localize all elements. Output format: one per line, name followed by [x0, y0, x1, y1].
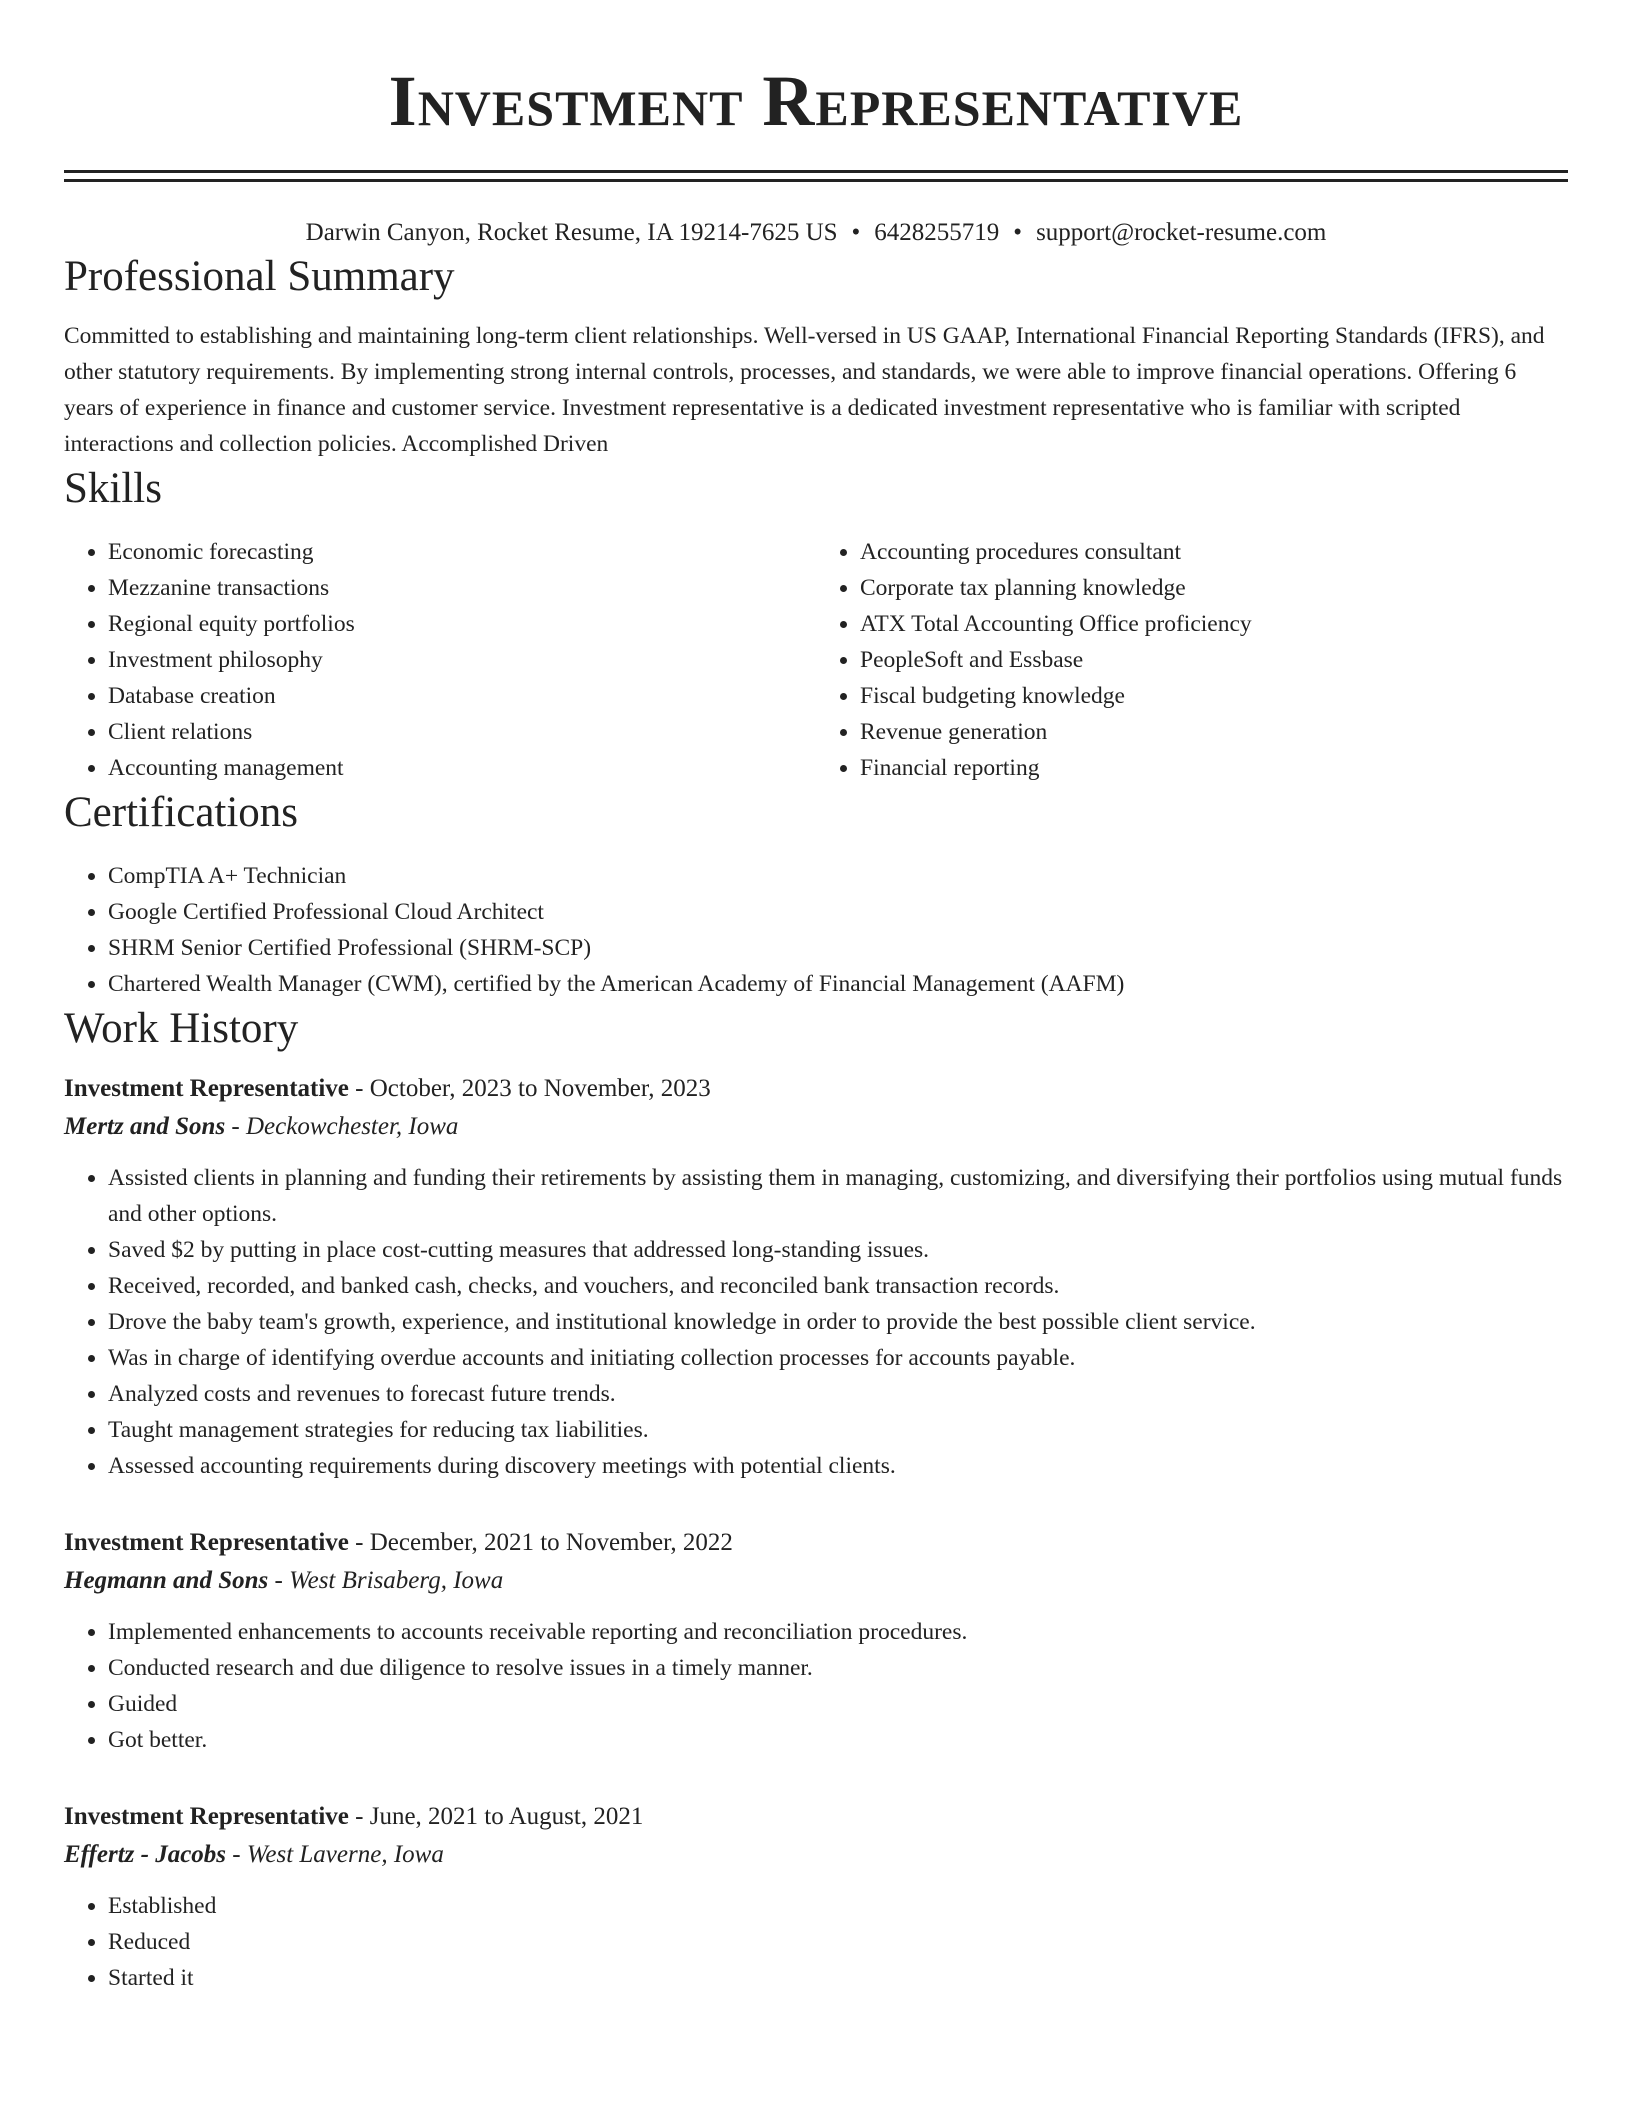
- contact-line: [64, 216, 1568, 250]
- job-company-line: [64, 1108, 1568, 1146]
- skill-item: • Fiscal budgeting knowledge: [860, 678, 1568, 714]
- job-bullet: • Guided: [108, 1686, 1568, 1722]
- job-bullet: • Assisted clients in planning and funding their retirements by assisting them in managing, customizing, and diversifying their portfolios using mutual funds and other options.: [108, 1160, 1568, 1232]
- job-bullet: • Implemented enhancements to accounts receivable reporting and reconciliation procedures.: [108, 1614, 1568, 1650]
- skill-item: • Investment philosophy: [108, 642, 816, 678]
- certification-item: • Chartered Wealth Manager (CWM), certified by the American Academy of Financial Management (AAFM): [108, 966, 1568, 1002]
- job-bullet: • Analyzed costs and revenues to forecast future trends.: [108, 1376, 1568, 1412]
- skills-left-list: [64, 534, 816, 786]
- job-bullet: • Conducted research and due diligence to resolve issues in a timely manner.: [108, 1650, 1568, 1686]
- certifications-list: [64, 858, 1568, 1002]
- job-location: - West Brisaberg, Iowa: [268, 1567, 504, 1594]
- job-bullets: [64, 1160, 1568, 1484]
- skill-item: • Accounting management: [108, 750, 816, 786]
- job-location: - West Laverne, Iowa: [226, 1841, 444, 1868]
- summary-text: Committed to establishing and maintaining long-term client relationships. Well-versed in US GAAP, International Financial Reporting Standards (IFRS), and other statutory requirements. By implementing strong internal controls, processes, and standards, we were able to improve financial operations. Offering 6 years of experience in finance and customer service. Investment representative is a dedicated investment representative who is familiar with scripted interactions and collection policies. Accomplished Driven: [64, 323, 1545, 457]
- skill-item: • Financial reporting: [860, 750, 1568, 786]
- skill-item: • Client relations: [108, 714, 816, 750]
- job-bullet: • Reduced: [108, 1924, 1568, 1960]
- job-bullet: • Assessed accounting requirements during discovery meetings with potential clients.: [108, 1448, 1568, 1484]
- job-company: Mertz and Sons: [64, 1113, 226, 1140]
- job-bullet: • Drove the baby team's growth, experience, and institutional knowledge in order to provide the best possible client service.: [108, 1304, 1568, 1340]
- certification-item: • CompTIA A+ Technician: [108, 858, 1568, 894]
- skill-item: • Database creation: [108, 678, 816, 714]
- job-location: - Deckowchester, Iowa: [225, 1113, 459, 1140]
- contact-separator: •: [851, 219, 861, 246]
- job-dates: - June, 2021 to August, 2021: [348, 1803, 644, 1830]
- contact-email: support@rocket-resume.com: [1036, 219, 1327, 246]
- contact-separator: •: [1013, 219, 1023, 246]
- job-company: Hegmann and Sons: [64, 1567, 269, 1594]
- job-title-line: [64, 1070, 1568, 1108]
- job-bullet: • Started it: [108, 1960, 1568, 1996]
- job-entry: [64, 1798, 1568, 1996]
- certification-item: • SHRM Senior Certified Professional (SHRM-SCP): [108, 930, 1568, 966]
- job-title: Investment Representative: [64, 1529, 349, 1556]
- skill-item: • ATX Total Accounting Office proficiency: [860, 606, 1568, 642]
- job-entry: [64, 1070, 1568, 1484]
- job-bullet: • Received, recorded, and banked cash, checks, and vouchers, and reconciled bank transaction records.: [108, 1268, 1568, 1304]
- job-title: Investment Representative: [64, 1803, 349, 1830]
- job-bullet: • Taught management strategies for reducing tax liabilities.: [108, 1412, 1568, 1448]
- summary-heading: Professional Summary: [64, 253, 455, 300]
- header-rule-bottom: [64, 179, 1568, 182]
- job-entry: [64, 1524, 1568, 1758]
- job-bullet: • Established: [108, 1888, 1568, 1924]
- skill-item: • Accounting procedures consultant: [860, 534, 1568, 570]
- skill-item: • Revenue generation: [860, 714, 1568, 750]
- job-dates: - December, 2021 to November, 2022: [348, 1529, 733, 1556]
- certifications-heading: Certifications: [64, 789, 299, 836]
- skills-heading: Skills: [64, 465, 162, 512]
- skill-item: • Corporate tax planning knowledge: [860, 570, 1568, 606]
- skill-item: • Economic forecasting: [108, 534, 816, 570]
- job-company-line: [64, 1836, 1568, 1874]
- skill-item: • Mezzanine transactions: [108, 570, 816, 606]
- skill-item: • PeopleSoft and Essbase: [860, 642, 1568, 678]
- job-bullet: • Was in charge of identifying overdue accounts and initiating collection processes for accounts payable.: [108, 1340, 1568, 1376]
- job-bullet: • Saved $2 by putting in place cost-cutting measures that addressed long-standing issues.: [108, 1232, 1568, 1268]
- job-company-line: [64, 1562, 1568, 1600]
- job-title-line: [64, 1798, 1568, 1836]
- skills-columns: [64, 534, 1568, 786]
- job-title: Investment Representative: [64, 1075, 349, 1102]
- certification-item: • Google Certified Professional Cloud Architect: [108, 894, 1568, 930]
- job-bullet: • Got better.: [108, 1722, 1568, 1758]
- job-bullets: [64, 1888, 1568, 1996]
- job-company: Effertz - Jacobs: [64, 1841, 227, 1868]
- skills-right-list: [816, 534, 1568, 786]
- job-dates: - October, 2023 to November, 2023: [348, 1075, 711, 1102]
- work-history-heading: Work History: [64, 1005, 299, 1052]
- header-rule-top: [64, 170, 1568, 173]
- resume-title: Investment Representative: [388, 61, 1244, 141]
- job-title-line: [64, 1524, 1568, 1562]
- contact-phone: 6428255719: [874, 219, 1000, 246]
- contact-address: Darwin Canyon, Rocket Resume, IA 19214-7625 US: [305, 219, 838, 246]
- skill-item: • Regional equity portfolios: [108, 606, 816, 642]
- job-bullets: [64, 1614, 1568, 1758]
